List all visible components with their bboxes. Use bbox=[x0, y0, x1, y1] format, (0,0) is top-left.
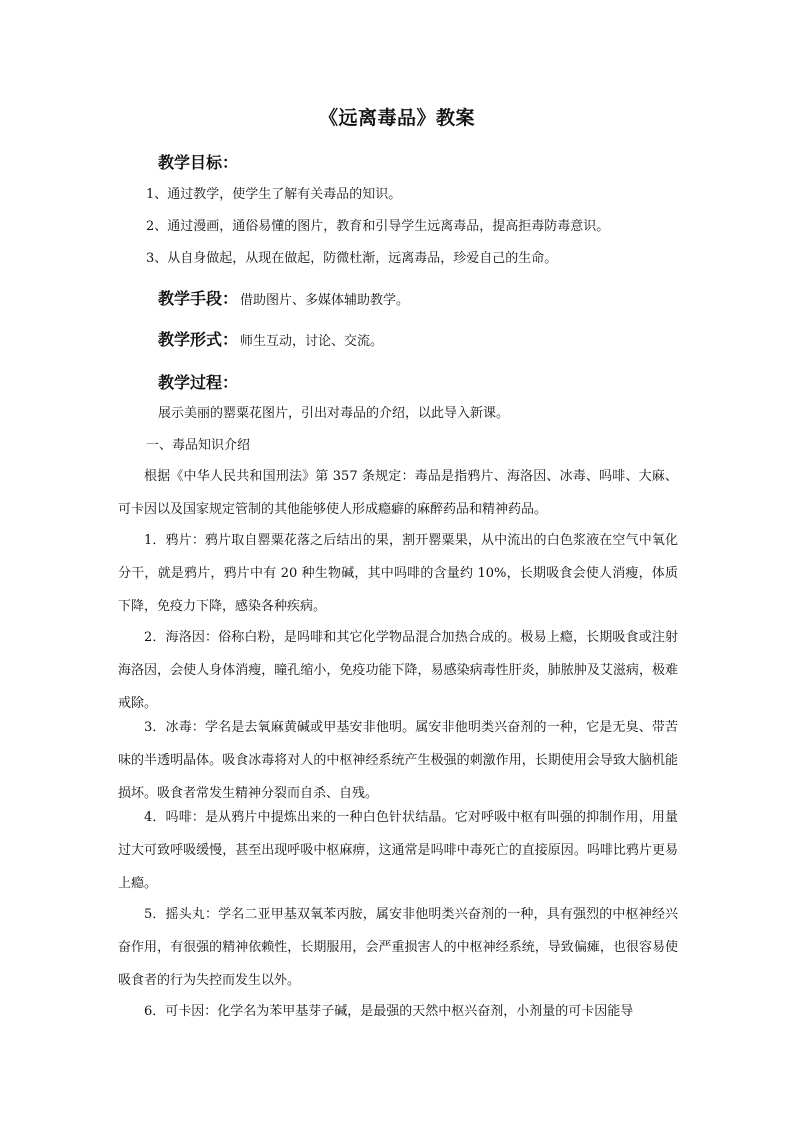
objective-item: 1、通过教学，使学生了解有关毒品的知识。 bbox=[146, 187, 402, 202]
law-paragraph: 根据《中华人民共和国刑法》第 357 条规定：毒品是指鸦片、海洛因、冰毒、吗啡、大麻、可卡因以及国家规定管制的其他能够使人形成瘾癖的麻醉药品和精神药品。 bbox=[118, 469, 678, 517]
form-row bbox=[158, 327, 383, 350]
means-heading: 教学手段： bbox=[158, 289, 239, 308]
objective-item: 2、通过漫画，通俗易懂的图片，教育和引导学生远离毒品，提高拒毒防毒意识。 bbox=[146, 219, 610, 234]
process-heading: 教学过程： bbox=[158, 373, 239, 392]
opium-paragraph: 1．鸦片：鸦片取自罂粟花落之后结出的果，割开罂粟果，从中流出的白色浆液在空气中氧化分干，就是鸦片，鸦片中有 20 种生物碱，其中吗啡的含量约 10%，长期吸食会使人消瘦，体质下降，免疫力下降，感染各种疾病。 bbox=[118, 533, 678, 614]
means-row bbox=[158, 286, 409, 309]
objectives-heading: 教学目标： bbox=[158, 153, 239, 172]
ecstasy-paragraph: 5．摇头丸：学名二亚甲基双氧苯丙胺，属安非他明类兴奋剂的一种，具有强烈的中枢神经兴奋作用，有很强的精神依赖性，长期服用，会严重损害人的中枢神经系统，导致偏瘫，也很容易使吸食者的行为失控而发生以外。 bbox=[118, 907, 678, 988]
meth-paragraph: 3．冰毒：学名是去氧麻黄碱或甲基安非他明。属安非他明类兴奋剂的一种，它是无臭、带苦味的半透明晶体。吸食冰毒将对人的中枢神经系统产生极强的刺激作用，长期使用会导致大脑机能损坏。吸食者常发生精神分裂而自杀、自残。 bbox=[118, 720, 678, 801]
cocaine-paragraph: 6．可卡因：化学名为苯甲基芽子碱，是最强的天然中枢兴奋剂，小剂量的可卡因能导 bbox=[144, 1004, 634, 1019]
document-title: 《远离毒品》教案 bbox=[318, 107, 475, 129]
process-intro: 展示美丽的罂粟花图片，引出对毒品的介绍，以此导入新课。 bbox=[158, 406, 510, 421]
means-text: 借助图片、多媒体辅助教学。 bbox=[240, 293, 410, 308]
heroin-paragraph: 2．海洛因：俗称白粉，是吗啡和其它化学物品混合加热合成的。极易上瘾，长期吸食或注射海洛因，会使人身体消瘦，瞳孔缩小，免疫功能下降，易感染病毒性肝炎，肺脓肿及艾滋病，极难戒除。 bbox=[118, 630, 678, 711]
objective-item: 3、从自身做起，从现在做起，防微杜渐，远离毒品，珍爱自己的生命。 bbox=[146, 251, 558, 266]
section-heading: 一、毒品知识介绍 bbox=[146, 438, 251, 453]
morphine-paragraph: 4．吗啡：是从鸦片中提炼出来的一种白色针状结晶。它对呼吸中枢有叫强的抑制作用，用量过大可致呼吸缓慢，甚至出现呼吸中枢麻痹，这通常是吗啡中毒死亡的直接原因。吗啡比鸦片更易上瘾。 bbox=[118, 810, 678, 891]
form-heading: 教学形式： bbox=[158, 330, 239, 349]
form-text: 师生互动，讨论、交流。 bbox=[240, 334, 384, 349]
